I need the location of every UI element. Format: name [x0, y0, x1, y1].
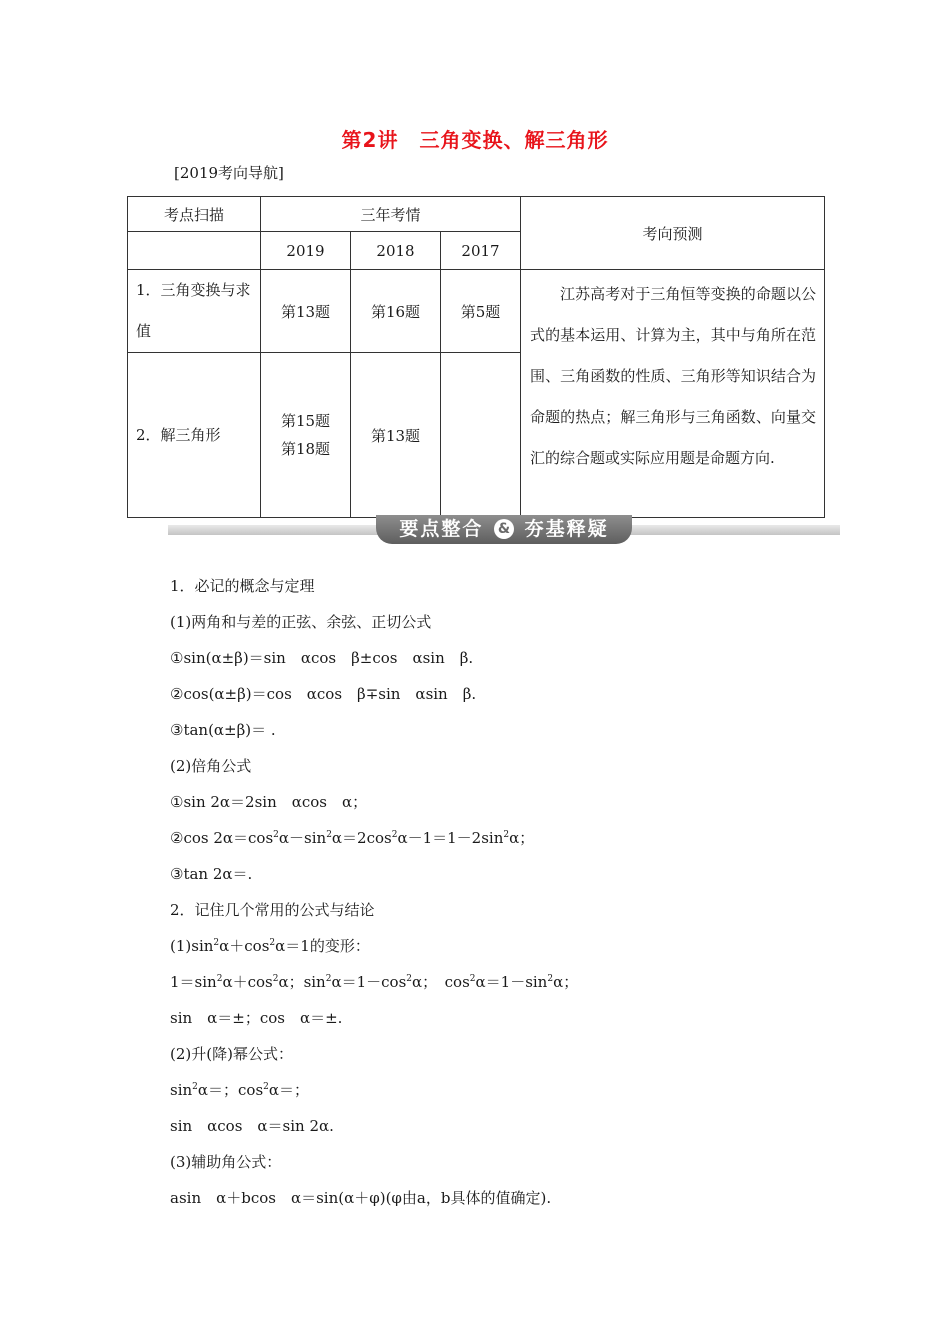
content-line: $(1)\sin^2\alpha+\cos^2\alpha=1$的变形： [170, 937, 370, 955]
content-body [170, 574, 830, 1222]
content-line: $\sin^2\alpha=$；$\cos^2\alpha=$； [170, 1081, 310, 1099]
banner-pill [376, 515, 632, 544]
exam-table [127, 196, 825, 518]
superscript-2: 2 [406, 974, 413, 984]
banner-left-text: 要点整合 [399, 518, 484, 540]
section-banner [168, 515, 840, 545]
superscript-2: 2 [272, 974, 279, 984]
superscript-2: 2 [192, 1082, 198, 1092]
topic-2: 2．解三角形 [128, 353, 261, 518]
content-line: ③tan 2α＝. [170, 865, 253, 883]
row2-2018: 第13题 [351, 353, 441, 518]
row1-2017: 第5题 [441, 270, 521, 353]
row2-2019-a: 第15题 [280, 412, 331, 430]
superscript-2: 2 [213, 938, 220, 948]
topic-1: 1．三角变换与求值 [128, 270, 261, 353]
content-line: $1=\sin^2\alpha+\cos^2\alpha$；$\sin^2\alpha=1-\cos^2\alpha$； $\cos^2\alpha=1-\sin^2\alpha$； [170, 973, 579, 991]
content-line: (1)两角和与差的正弦、余弦、正切公式 [170, 613, 432, 631]
content-line: 1．必记的概念与定理 [170, 577, 315, 595]
year-2018: 2018 [351, 232, 441, 270]
superscript-2: 2 [326, 830, 332, 840]
prediction-text: 江苏高考对于三角恒等变换的命题以公式的基本运用、计算为主，其中与角所在范围、三角函数的性质、三角形等知识结合为命题的热点；解三角形与三角函数、向量交汇的综合题或实际应用题是命题方向. [521, 270, 825, 518]
content-line: sin αcos α＝sin 2α. [170, 1117, 334, 1135]
content-line: sin α＝±；cos α＝±. [170, 1009, 343, 1027]
content-line: ②cos(α±β)＝cos αcos β∓sin αsin β. [170, 685, 477, 703]
header-predict: 考向预测 [521, 197, 825, 270]
content-line: asin α＋bcos α＝sin(α＋φ)(φ由a，b具体的值确定). [170, 1189, 552, 1207]
content-line: ①sin 2α＝2sin αcos α； [170, 793, 368, 811]
superscript-2: 2 [216, 974, 223, 984]
row2-2019-b: 第18题 [280, 440, 331, 458]
header-years: 三年考情 [261, 197, 521, 232]
header-topic: 考点扫描 [128, 197, 261, 232]
content-line: ②cos $2\alpha=\cos^2\alpha-\sin^2\alpha=2\cos^2\alpha-1=1-2\sin^2\alpha$； [170, 829, 535, 847]
superscript-2: 2 [503, 830, 510, 840]
row2-2017 [441, 353, 521, 518]
ampersand-icon: & [494, 519, 514, 539]
year-2017: 2017 [441, 232, 521, 270]
content-line: (2)倍角公式 [170, 757, 252, 775]
section-label: [2019考向导航] [174, 164, 284, 182]
page-title: 第2讲 三角变换、解三角形 [341, 128, 609, 152]
content-line: ③tan(α±β)＝ . [170, 721, 276, 739]
year-2019: 2019 [261, 232, 351, 270]
superscript-2: 2 [547, 974, 554, 984]
superscript-2: 2 [469, 974, 476, 984]
row2-2019 [261, 353, 351, 518]
content-line: (3)辅助角公式： [170, 1153, 282, 1171]
superscript-2: 2 [325, 974, 332, 984]
superscript-2: 2 [269, 938, 276, 948]
row1-2018: 第16题 [351, 270, 441, 353]
content-line: (2)升(降)幂公式： [170, 1045, 293, 1063]
banner-right-text: 夯基释疑 [524, 518, 609, 540]
content-line: 2．记住几个常用的公式与结论 [170, 901, 375, 919]
superscript-2: 2 [273, 830, 279, 840]
header-blank [128, 232, 261, 270]
row1-2019: 第13题 [261, 270, 351, 353]
content-line: ①sin(α±β)＝sin αcos β±cos αsin β. [170, 649, 474, 667]
superscript-2: 2 [263, 1082, 269, 1092]
superscript-2: 2 [391, 830, 398, 840]
